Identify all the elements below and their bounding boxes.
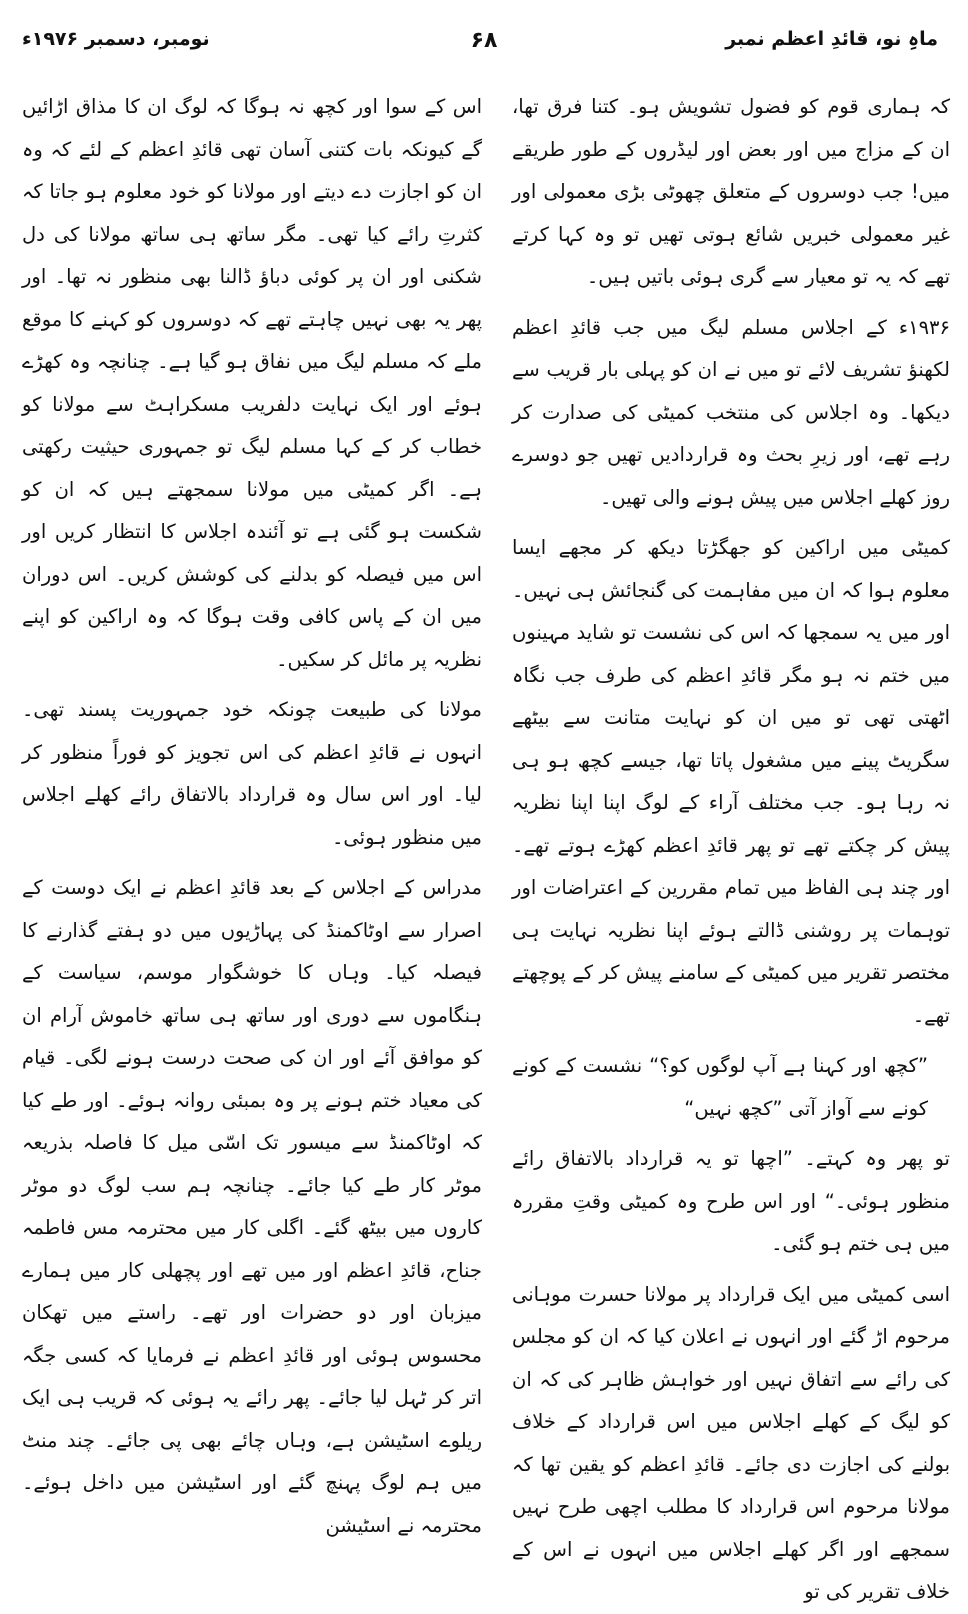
- paragraph-ootacamund-trip: مدراس کے اجلاس کے بعد قائدِ اعظم نے ایک دوست کے اصرار سے اوٹاکمنڈ کی پہاڑیوں میں دو ہفتے گذارنے کا فیصلہ کیا۔ وہاں کا خوشگوار موسم، سیاست کے ہنگاموں سے دوری اور ساتھ ہی ساتھ خاموش آرام ان کو موافق آئے اور ان کی صحت درست ہونے لگی۔ قیام کی معیاد ختم ہونے پر وہ بمبئی روانہ ہوئے۔ اور طے کیا کہ اوٹاکمنڈ سے میسور تک اسّی میل کا فاصلہ بذریعہ موٹر کار طے کیا جائے۔ چنانچہ ہم سب لوگ دو موٹر کاروں میں بیٹھ گئے۔ اگلی کار میں محترمہ مس فاطمہ جناح، قائدِ اعظم اور میں تھے اور پچھلی کار میں ہمارے میزبان اور دو حضرات اور تھے۔ راستے میں تھکان محسوس ہوئی اور قائدِ اعظم نے فرمایا کہ کسی جگہ اتر کر ٹہل لیا جائے۔ پھر رائے یہ ہوئی کہ قریب ہی ایک ریلوے اسٹیشن ہے، وہاں چائے بھی پی جائے۔ چند منٹ میں ہم لوگ پہنچ گئے اور اسٹیشن میں داخل ہوئے۔ محترمہ نے اسٹیشن: [22, 876, 482, 1537]
- issue-date: نومبر، دسمبر ۱۹۷۶ء: [22, 28, 210, 50]
- paragraph-maulana-agrees: مولانا کی طبیعت چونکہ خود جمہوریت پسند تھی۔ انہوں نے قائدِ اعظم کی اس تجویز کو فوراً منظور کر لیا۔ اور اس سال وہ قرارداد بالاتفاق رائے کھلے اجلاس میں منظور ہوئی۔: [22, 698, 482, 849]
- page-header: [12, 28, 956, 62]
- paragraph-hasrat-mohani: اسی کمیٹی میں ایک قرارداد پر مولانا حسرت موہانی مرحوم اڑ گئے اور انہوں نے اعلان کیا کہ ان کو مجلس کی رائے سے اتفاق نہیں اور خواہش ظاہر کی کہ ان کو لیگ کے کھلے اجلاس میں اس قرارداد کے خلاف بولنے کی اجازت دی جائے۔ قائدِ اعظم کو یقین تھا کہ مولانا مرحوم اس قرارداد کا مطلب اچھی طرح نہیں سمجھے اور اگر کھلے اجلاس میں انہوں نے اس کے خلاف تقریر کی تو: [512, 1282, 950, 1603]
- right-column: [512, 86, 950, 1603]
- page-number: ۶۸: [470, 28, 498, 53]
- paragraph-resolution-approved: تو پھر وہ کہتے۔ ”اچھا تو یہ قرارداد بالاتفاق رائے منظور ہوئی۔“ اور اس طرح وہ کمیٹی وقتِ مقررہ میں ہی ختم ہو گئی۔: [512, 1147, 950, 1255]
- left-column: [22, 86, 482, 1537]
- paragraph-team-attitude: کہ ہماری قوم کو فضول تشویش ہو۔ کتنا فرق تھا، ان کے مزاج میں اور بعض اور لیڈروں کے طور طریقے میں! جب دوسروں کے متعلق چھوٹی بڑی معمولی اور غیر معمولی خبریں شائع ہوتی تھیں تو وہ کہا کرتے تھے کہ یہ تو معیار سے گری ہوئی باتیں ہیں۔: [512, 95, 950, 288]
- journal-title: ماہِ نو، قائدِ اعظم نمبر: [725, 28, 938, 50]
- paragraph-lucknow-session: ۱۹۳۶ء کے اجلاس مسلم لیگ میں جب قائدِ اعظم لکھنؤ تشریف لائے تو میں نے ان کو پہلی بار قریب سے دیکھا۔ وہ اجلاس کی منتخب کمیٹی کی صدارت کر رہے تھے، اور زیرِ بحث وہ قراردادیں تھیں جو دوسرے روز کھلے اجلاس میں پیش ہونے والی تھیں۔: [512, 315, 950, 509]
- paragraph-committee-proceedings: کمیٹی میں اراکین کو جھگڑتا دیکھ کر مجھے ایسا معلوم ہوا کہ ان میں مفاہمت کی گنجائش ہی نہیں۔ اور میں یہ سمجھا کہ اس کی نشست تو شاید مہینوں میں ختم نہ ہو مگر قائدِ اعظم کی طرف جب نگاہ اٹھتی تھی تو میں ان کو نہایت متانت سے بیٹھے سگریٹ پینے میں مشغول پاتا تھا، جیسے کچھ ہو ہی نہ رہا ہو۔ جب مختلف آراء کے لوگ اپنا اپنا نظریہ پیش کر چکتے تھے تو پھر قائدِ اعظم کھڑے ہوتے تھے۔ اور چند ہی الفاظ میں تمام مقررین کے اعتراضات اور توہمات پر روشنی ڈالتے ہوئے اپنا نظریہ نہایت ہی مختصر تقریر میں کمیٹی کے سامنے پیش کر کے پوچھتے تھے۔: [512, 536, 950, 1027]
- paragraph-continuation: اس کے سوا اور کچھ نہ ہوگا کہ لوگ ان کا مذاق اڑائیں گے کیونکہ بات کتنی آسان تھی قائدِ اعظم کے لئے کہ وہ ان کو اجازت دے دیتے اور مولانا کو خود معلوم ہو جاتا کہ کثرتِ رائے کیا تھی۔ مگر ساتھ ہی ساتھ مولانا کی دل شکنی اور ان پر کوئی دباؤ ڈالنا بھی منظور نہ تھا۔ اور پھر یہ بھی نہیں چاہتے تھے کہ دوسروں کو کہنے کا موقع ملے کہ مسلم لیگ میں نفاق ہو گیا ہے۔ چنانچہ وہ کھڑے ہوئے اور ایک نہایت دلفریب مسکراہٹ سے مولانا کو خطاب کر کے کہا مسلم لیگ تو جمہوری حیثیت رکھتی ہے۔ اگر کمیٹی میں مولانا سمجھتے ہیں کہ ان کو شکست ہو گئی ہے تو آئندہ اجلاس کا انتظار کریں اور اس میں فیصلہ کو بدلنے کی کوشش کریں۔ اس دوران میں ان کے پاس کافی وقت ہوگا کہ وہ اراکین کو اپنے نظریہ پر مائل کر سکیں۔: [22, 95, 482, 671]
- paragraph-quote-anything-else: ”کچھ اور کہنا ہے آپ لوگوں کو؟“ نشست کے کونے کونے سے آواز آتی ”کچھ نہیں“: [512, 1054, 928, 1120]
